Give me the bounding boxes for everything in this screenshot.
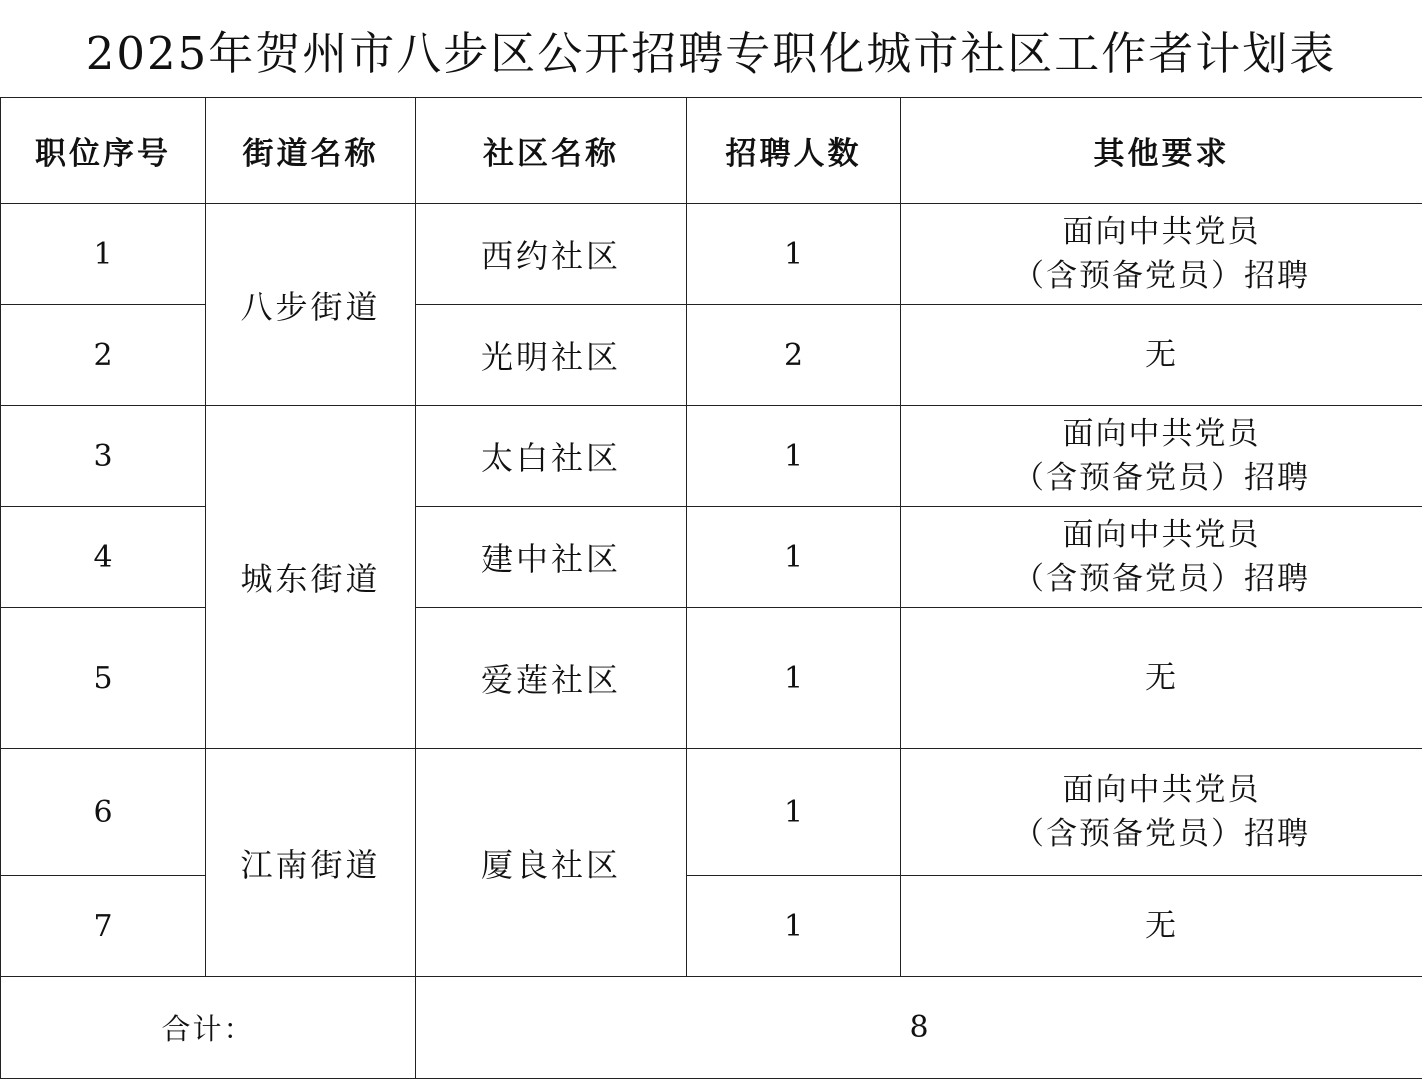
count-cell: 1	[687, 507, 901, 608]
total-value: 8	[416, 977, 1422, 1079]
seq-cell: 1	[1, 204, 206, 305]
requirement-line-2: （含预备党员）招聘	[1013, 561, 1310, 597]
header-community: 社区名称	[416, 98, 687, 204]
street-cell-jiangnan: 江南街道	[206, 749, 416, 977]
seq-cell: 6	[1, 749, 206, 876]
seq-cell: 7	[1, 876, 206, 977]
requirement-line-2: （含预备党员）招聘	[1013, 816, 1310, 852]
table-row	[1, 204, 1422, 305]
requirement-line-1: 面向中共党员	[1062, 517, 1261, 553]
seq-cell: 5	[1, 608, 206, 749]
requirement-cell	[901, 507, 1422, 608]
requirement-cell: 无	[901, 305, 1422, 406]
community-cell: 西约社区	[416, 204, 687, 305]
requirement-line-2: （含预备党员）招聘	[1013, 460, 1310, 496]
table-header-row	[1, 98, 1422, 204]
header-seq: 职位序号	[1, 98, 206, 204]
page-title: 2025年贺州市八步区公开招聘专职化城市社区工作者计划表	[85, 26, 1337, 80]
count-cell: 1	[687, 876, 901, 977]
recruitment-plan-table	[0, 97, 1422, 1079]
seq-cell: 3	[1, 406, 206, 507]
requirement-cell	[901, 406, 1422, 507]
header-requirement: 其他要求	[901, 98, 1422, 204]
requirement-cell: 无	[901, 608, 1422, 749]
requirement-line-1: 面向中共党员	[1062, 416, 1261, 452]
table-row	[1, 749, 1422, 876]
community-cell: 太白社区	[416, 406, 687, 507]
count-cell: 1	[687, 406, 901, 507]
community-cell: 爱莲社区	[416, 608, 687, 749]
requirement-cell	[901, 204, 1422, 305]
count-cell: 1	[687, 204, 901, 305]
total-label: 合计：	[1, 977, 416, 1079]
table-row	[1, 406, 1422, 507]
seq-cell: 2	[1, 305, 206, 406]
seq-cell: 4	[1, 507, 206, 608]
count-cell: 2	[687, 305, 901, 406]
requirement-line-1: 面向中共党员	[1062, 214, 1261, 250]
street-cell-babu: 八步街道	[206, 204, 416, 406]
total-row	[1, 977, 1422, 1079]
requirement-cell	[901, 749, 1422, 876]
requirement-cell: 无	[901, 876, 1422, 977]
community-cell: 建中社区	[416, 507, 687, 608]
count-cell: 1	[687, 749, 901, 876]
header-count: 招聘人数	[687, 98, 901, 204]
requirement-line-2: （含预备党员）招聘	[1013, 258, 1310, 294]
street-cell-chengdong: 城东街道	[206, 406, 416, 749]
community-cell: 厦良社区	[416, 749, 687, 977]
community-cell: 光明社区	[416, 305, 687, 406]
requirement-line-1: 面向中共党员	[1062, 772, 1261, 808]
count-cell: 1	[687, 608, 901, 749]
header-street: 街道名称	[206, 98, 416, 204]
